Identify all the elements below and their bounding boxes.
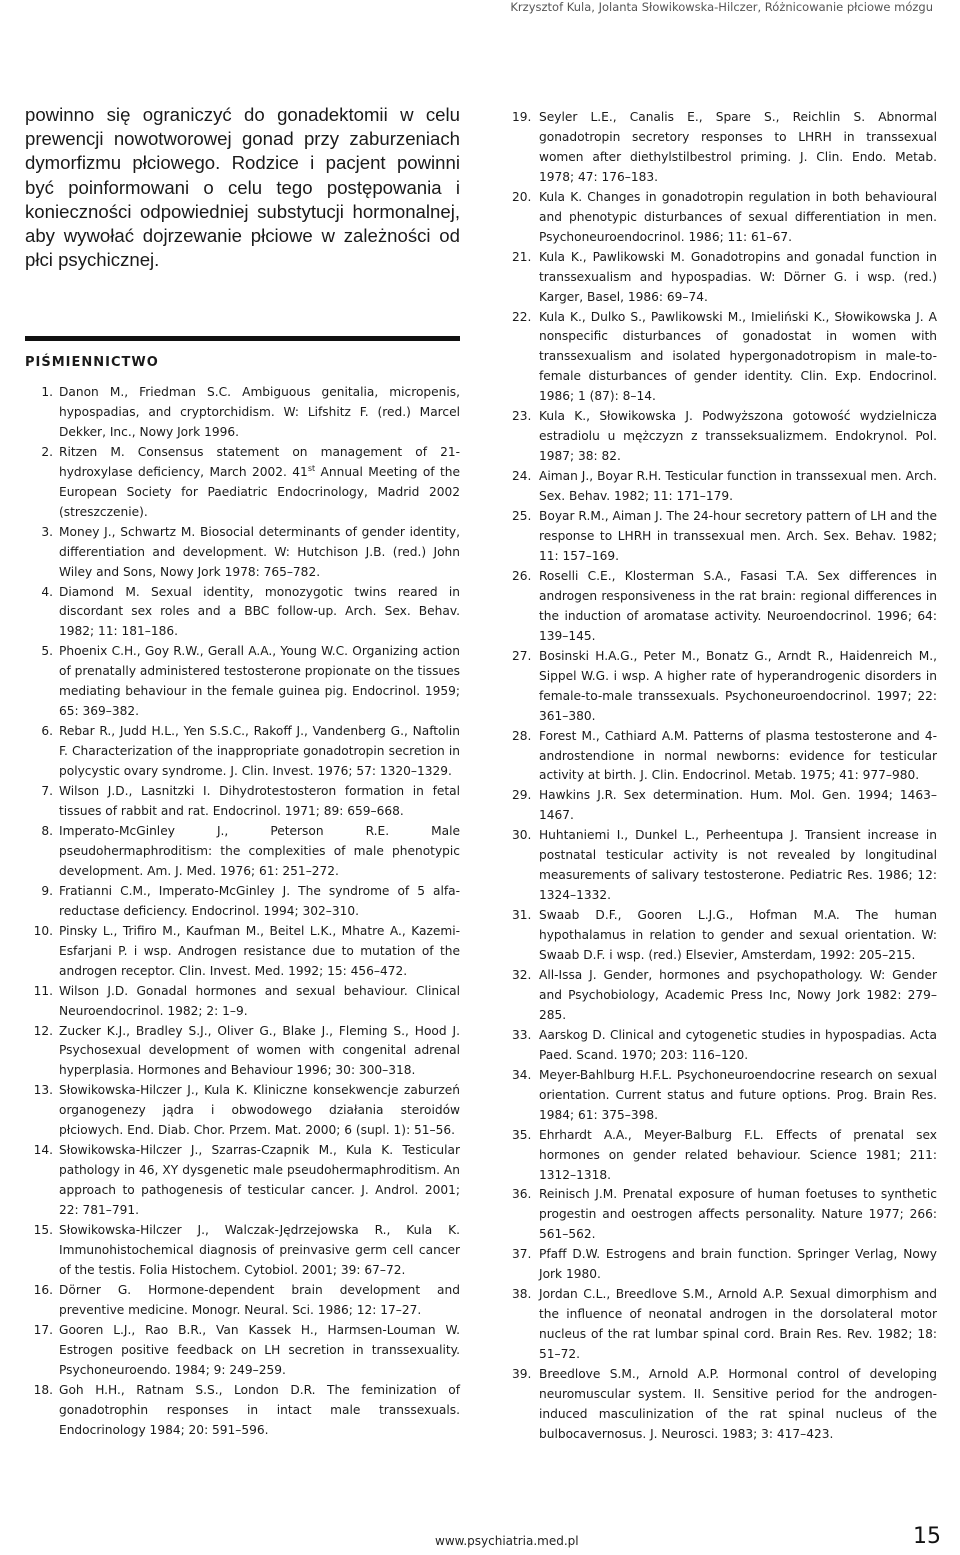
reference-item xyxy=(512,1185,937,1245)
reference-text: Wilson J.D. Gonadal hormones and sexual behaviour. Clinical Neuroendocrinol. 1982; 2: 1–9. xyxy=(59,983,460,1018)
reference-text: Gooren L.J., Rao B.R., Van Kassek H., Harmsen-Louman W. Estrogen positive feedback on LH secretion in transsexuality. Psychoneuroendo. 1984; 9: 249–259. xyxy=(59,1322,460,1377)
reference-number: 11. xyxy=(33,983,53,998)
reference-item xyxy=(25,722,460,782)
reference-text: Kula K., Pawlikowski M. Gonadotropins and gonadal function in transsexualism and hypospadias. W: Dörner G. i wsp. (red.) Karger, Basel, 1986: 69–74. xyxy=(539,249,937,304)
reference-number: 25. xyxy=(512,509,532,524)
reference-number: 31. xyxy=(512,908,532,923)
reference-item xyxy=(512,727,937,787)
reference-number: 33. xyxy=(512,1027,532,1042)
reference-number: 20. xyxy=(512,189,532,204)
reference-text: Kula K., Dulko S., Pawlikowski M., Imieliński K., Słowikowska J. A nonspecific disturbances of gonadostat in women with transsexualism and isolated hypergonadotropism in male-to-female disturbances of gender identity. Clin. Exp. Endocrinol. 1986; 1 (87): 8–14. xyxy=(539,309,937,404)
reference-number: 30. xyxy=(512,828,532,843)
reference-number: 28. xyxy=(512,728,532,743)
reference-item xyxy=(512,966,937,1026)
reference-number: 6. xyxy=(41,724,53,739)
reference-text: Kula K., Słowikowska J. Podwyższona gotowość wydzielnicza estradiolu u mężczyzn z transseksualizmem. Endokrynol. Pol. 1987; 38: 82. xyxy=(539,409,937,464)
reference-text: Pfaff D.W. Estrogens and brain function. Springer Verlag, Nowy Jork 1980. xyxy=(539,1247,937,1282)
reference-item xyxy=(512,188,937,248)
reference-item xyxy=(25,782,460,822)
references-right-column xyxy=(512,108,937,1445)
section-title: PIŚMIENNICTWO xyxy=(25,355,159,370)
reference-text: Jordan C.L., Breedlove S.M., Arnold A.P. Sexual dimorphism and the influence of neonatal androgen in the dorsolateral motor nucleus of the rat lumbar spinal cord. Brain Res. Rev. 1982; 18: 51–72. xyxy=(539,1287,937,1362)
reference-item xyxy=(25,1081,460,1141)
reference-number: 15. xyxy=(33,1223,53,1238)
reference-text: Roselli C.E., Klosterman S.A., Fasasi T.A. Sex differences in androgen responsiveness in the rat brain: regional differences in the induction of aromatase activity. Neuroendocrinol. 1996; 64: 139–145. xyxy=(539,568,937,643)
reference-number: 8. xyxy=(41,823,53,838)
journal-url-link[interactable]: www.psychiatria.med.pl xyxy=(435,1534,579,1548)
reference-text: Diamond M. Sexual identity, monozygotic twins reared in discordant sex roles and a BBC follow-up. Arch. Sex. Behav. 1982; 11: 181–186. xyxy=(59,584,460,639)
reference-item xyxy=(25,642,460,722)
reference-item xyxy=(512,647,937,727)
reference-text: Reinisch J.M. Prenatal exposure of human foetuses to synthetic progestin and oestrogen affects personality. Nature 1977; 266: 561–562. xyxy=(539,1187,937,1242)
reference-number: 19. xyxy=(512,110,532,124)
reference-text: Goh H.H., Ratnam S.S., London D.R. The feminization of gonadotrophin responses in intact male transsexuals. Endocrinology 1984; 20: 591–596. xyxy=(59,1382,460,1437)
reference-item xyxy=(512,1126,937,1186)
reference-number: 14. xyxy=(33,1143,53,1158)
reference-text: Imperato-McGinley J., Peterson R.E. Male pseudohermaphroditism: the complexities of male phenotypic development. Am. J. Med. 1976; 61: 251–272. xyxy=(59,823,460,878)
reference-item xyxy=(25,383,460,443)
reference-item xyxy=(512,786,937,826)
reference-text: Danon M., Friedman S.C. Ambiguous genitalia, micropenis, hypospadias, and cryptorchidism. W: Lifshitz F. (red.) Marcel Dekker, Inc., Nowy Jork 1996. xyxy=(59,385,460,439)
reference-item xyxy=(512,1245,937,1285)
reference-text: Forest M., Cathiard A.M. Patterns of plasma testosterone and 4-androstendione in normal newborns: evidence for testicular activity at birth. J. Clin. Endocrinol. Metab. 1975; 41: 977–980. xyxy=(539,728,937,783)
reference-item xyxy=(25,882,460,922)
reference-text: Dörner G. Hormone-dependent brain development and preventive medicine. Monogr. Neural. Sci. 1986; 12: 17–27. xyxy=(59,1282,460,1317)
reference-number: 9. xyxy=(41,883,53,898)
reference-text: Pinsky L., Trifiro M., Kaufman M., Beitel L.K., Mhatre A., Kazemi-Esfarjani P. i wsp. Androgen resistance due to mutation of the androgen receptor. Clin. Invest. Med. 1992; 15: 456–472. xyxy=(59,923,460,978)
reference-text: Phoenix C.H., Goy R.W., Gerall A.A., Young W.C. Organizing action of prenatally administered testosterone propionate on the tissues mediating behaviour in the female guinea pig. Endocrinol. 1959; 65: 369–382. xyxy=(59,644,460,719)
reference-number: 12. xyxy=(33,1023,53,1038)
reference-number: 34. xyxy=(512,1067,532,1082)
references-left-column xyxy=(25,383,460,1441)
reference-item xyxy=(512,467,937,507)
reference-text: Kula K. Changes in gonadotropin regulation in both behavioural and phenotypic disturbances of sexual differentiation in men. Psychoneuroendocrinol. 1986; 11: 61–67. xyxy=(539,189,937,244)
reference-item xyxy=(25,1141,460,1221)
reference-item xyxy=(512,1285,937,1365)
reference-text: Swaab D.F., Gooren L.J.G., Hofman M.A. The human hypothalamus in relation to gender and sexual orientation. W: Swaab D.F. i wsp. (red.) Elsevier, Amsterdam, 1992: 205–215. xyxy=(539,908,937,963)
reference-item xyxy=(512,1365,937,1445)
running-title: Krzysztof Kula, Jolanta Słowikowska-Hilczer, Różnicowanie płciowe mózgu xyxy=(510,0,933,14)
reference-number: 27. xyxy=(512,648,532,663)
reference-item xyxy=(25,822,460,882)
reference-number: 7. xyxy=(41,784,53,799)
reference-item xyxy=(512,248,937,308)
section-divider xyxy=(25,336,460,341)
intro-paragraph: powinno się ograniczyć do gonadektomii w celu prewencji nowotworowej gonad przy zaburzeniach dymorfizmu płciowego. Rodzice i pacjent powinni być poinformowani o celu tego postępowania i konieczności odpowiedniej substytucji hormonalnej, aby wywołać dojrzewanie płciowe w zależności od płci psychicznej. xyxy=(25,104,460,271)
reference-number: 22. xyxy=(512,309,532,324)
reference-text: Hawkins J.R. Sex determination. Hum. Mol. Gen. 1994; 1463–1467. xyxy=(539,788,937,823)
reference-text: Fratianni C.M., Imperato-McGinley J. The syndrome of 5 alfa-reductase deficiency. Endocrinol. 1994; 302–310. xyxy=(59,883,460,918)
reference-number: 32. xyxy=(512,967,532,982)
reference-number: 37. xyxy=(512,1247,532,1262)
reference-text: Huhtaniemi I., Dunkel L., Perheentupa J. Transient increase in postnatal testicular activity is not revealed by longitudinal measurements of salivary testosterone. Pediatric Res. 1986; 12: 1324–1332. xyxy=(539,828,937,903)
reference-item xyxy=(25,443,460,523)
reference-item xyxy=(512,1026,937,1066)
reference-text: Rebar R., Judd H.L., Yen S.S.C., Rakoff J., Vandenberg G., Naftolin F. Characterization of the inappropriate gonadotropin secretion in polycystic ovary syndrome. J. Clin. Invest. 1976; 57: 1320–1329. xyxy=(59,724,460,779)
references-list-left xyxy=(25,383,460,1441)
reference-number: 26. xyxy=(512,568,532,583)
reference-item xyxy=(25,1381,460,1441)
reference-item xyxy=(512,507,937,567)
reference-item xyxy=(512,108,937,188)
reference-item xyxy=(25,1022,460,1082)
reference-number: 38. xyxy=(512,1287,532,1302)
reference-text: Wilson J.D., Lasnitzki I. Dihydrotestosteron formation in fetal tissues of rabbit and rat. Endocrinol. 1971; 89: 659–668. xyxy=(59,784,460,819)
page-number: 15 xyxy=(913,1524,941,1549)
reference-number: 35. xyxy=(512,1127,532,1142)
reference-text: Aarskog D. Clinical and cytogenetic studies in hypospadias. Acta Paed. Scand. 1970; 203: 116–120. xyxy=(539,1027,937,1062)
reference-number: 23. xyxy=(512,409,532,424)
reference-text: Słowikowska-Hilczer J., Szarras-Czapnik M., Kula K. Testicular pathology in 46, XY dysgenetic male pseudohermaphroditism. An approach to pathogenesis of testicular cancer. J. Androl. 2001; 22: 781–791. xyxy=(59,1143,460,1218)
reference-number: 5. xyxy=(41,644,53,659)
left-column xyxy=(25,103,460,272)
reference-number: 13. xyxy=(33,1083,53,1098)
reference-number: 29. xyxy=(512,788,532,803)
reference-item xyxy=(25,1281,460,1321)
reference-text: Money J., Schwartz M. Biosocial determinants of gender identity, differentiation and development. W: Hutchison J.B. (red.) John Wiley and Sons, Nowy Jork 1978: 765–782. xyxy=(59,524,460,579)
reference-text: All-Issa J. Gender, hormones and psychopathology. W: Gender and Psychobiology, Academic Press Inc, Nowy Jork 1982: 279–285. xyxy=(539,967,937,1022)
reference-number: 2. xyxy=(41,444,53,459)
reference-text: Ehrhardt A.A., Meyer-Balburg F.L. Effects of prenatal sex hormones on gender related behaviour. Science 1981; 211: 1312–1318. xyxy=(539,1127,937,1182)
reference-item xyxy=(512,1066,937,1126)
reference-text: Słowikowska-Hilczer J., Kula K. Kliniczne konsekwencje zaburzeń organogenezy jądra i obwodowego działania steroidów płciowych. End. Diab. Chor. Przem. Mat. 2000; 6 (supl. 1): 51–56. xyxy=(59,1083,460,1138)
reference-text: Meyer-Bahlburg H.F.L. Psychoneuroendocrine research on sexual orientation. Current status and future options. Prog. Brain Res. 1984; 61: 375–398. xyxy=(539,1067,937,1122)
running-header xyxy=(0,0,960,24)
reference-number: 39. xyxy=(512,1367,532,1382)
reference-item xyxy=(512,906,937,966)
reference-number: 16. xyxy=(33,1282,53,1297)
reference-number: 4. xyxy=(41,584,53,599)
reference-item xyxy=(25,922,460,982)
reference-text: Słowikowska-Hilczer J., Walczak-Jędrzejowska R., Kula K. Immunohistochemical diagnosis of preinvasive germ cell cancer of the testis. Folia Histochem. Cytobiol. 2001; 39: 67–72. xyxy=(59,1223,460,1277)
reference-number: 1. xyxy=(41,385,53,399)
reference-number: 3. xyxy=(41,524,53,539)
references-list-right xyxy=(512,108,937,1445)
reference-item xyxy=(25,583,460,643)
reference-text: Seyler L.E., Canalis E., Spare S., Reichlin S. Abnormal gonadotropin secretory responses to LHRH in transsexual women after diethylstilbestrol priming. J. Clin. Endo. Metab. 1978; 47: 176–183. xyxy=(539,110,937,184)
reference-number: 18. xyxy=(33,1382,53,1397)
reference-item xyxy=(512,567,937,647)
reference-text: Bosinski H.A.G., Peter M., Bonatz G., Arndt R., Haidenreich M., Sippel W.G. i wsp. A higher rate of hyperandrogenic disorders in female-to-male transsexuals. Psychoneuroendocrinol. 1997; 22: 361–380. xyxy=(539,648,937,723)
reference-number: 21. xyxy=(512,249,532,264)
reference-item xyxy=(25,1221,460,1281)
reference-number: 10. xyxy=(33,923,53,938)
reference-text: Ritzen M. Consensus statement on management of 21-hydroxylase deficiency, March 2002. 41st Annual Meeting of the European Society for Paediatric Endocrinology, Madrid 2002 (streszczenie). xyxy=(59,444,460,519)
reference-text: Zucker K.J., Bradley S.J., Oliver G., Blake J., Fleming S., Hood J. Psychosexual development of women with congenital adrenal hyperplasia. Hormones and Behaviour 1996; 30: 300–318. xyxy=(59,1023,460,1078)
reference-number: 24. xyxy=(512,469,532,484)
reference-item xyxy=(25,982,460,1022)
reference-number: 36. xyxy=(512,1187,532,1202)
reference-text: Boyar R.M., Aiman J. The 24-hour secretory pattern of LH and the response to LHRH in transsexual men. Arch. Sex. Behav. 1982; 11: 157–169. xyxy=(539,509,937,563)
reference-text: Breedlove S.M., Arnold A.P. Hormonal control of developing neuromuscular system. II. Sensitive period for the androgen-induced masculinization of the rat spinal nucleus of the bulbocavernosus. J. Neurosci. 1983; 3: 417–423. xyxy=(539,1367,937,1441)
reference-item xyxy=(512,826,937,906)
reference-number: 17. xyxy=(33,1322,53,1337)
reference-item xyxy=(25,523,460,583)
reference-item xyxy=(25,1321,460,1381)
reference-item xyxy=(512,407,937,467)
reference-item xyxy=(512,308,937,408)
reference-text: Aiman J., Boyar R.H. Testicular function in transsexual men. Arch. Sex. Behav. 1982; 11: 171–179. xyxy=(539,469,937,504)
